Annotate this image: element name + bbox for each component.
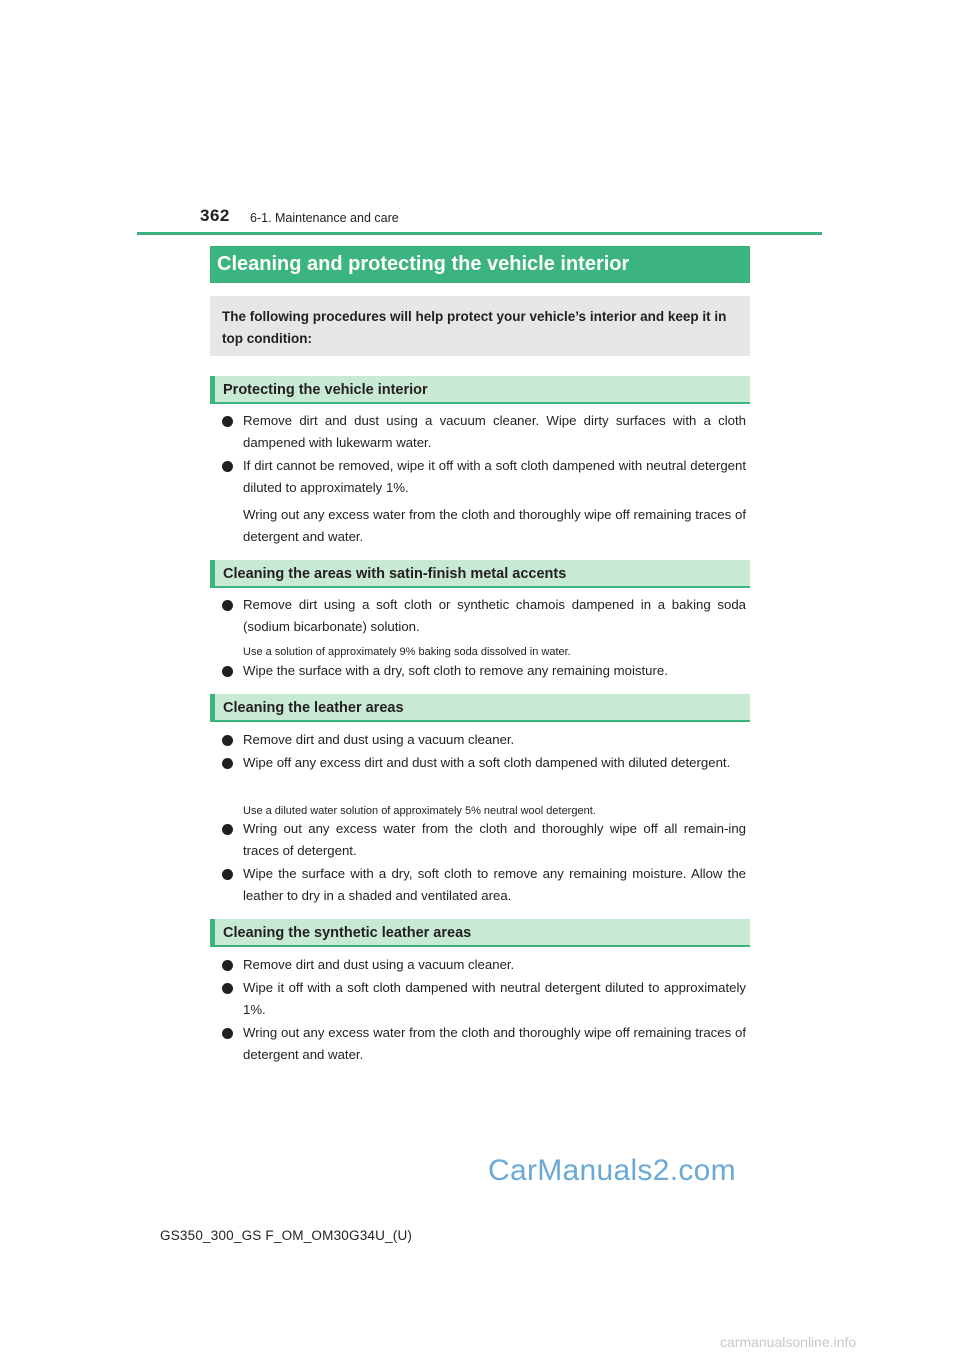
list-item: Wipe the surface with a dry, soft cloth to remove any remaining moisture. Allow the leather to dry in a shaded and ventilated area.: [222, 863, 746, 907]
list-item: Wipe off any excess dirt and dust with a soft cloth dampened with diluted detergent.: [222, 752, 746, 774]
watermark-url: carmanualsonline.info: [720, 1334, 857, 1350]
bullet-icon: [222, 735, 233, 746]
bullet-icon: [222, 1028, 233, 1039]
list-item: Wring out any excess water from the cloth and thoroughly wipe off all remain-ing traces of detergent.: [222, 818, 746, 862]
list-item: Remove dirt using a soft cloth or synthetic chamois dampened in a baking soda (sodium bicarbonate) solution.: [222, 594, 746, 638]
list-item: Remove dirt and dust using a vacuum cleaner. Wipe dirty surfaces with a cloth dampened with lukewarm water.: [222, 410, 746, 454]
heading-synthetic-leather: Cleaning the synthetic leather areas: [210, 919, 750, 947]
bullet-icon: [222, 461, 233, 472]
note-text: Use a diluted water solution of approximately 5% neutral wool detergent.: [243, 805, 596, 817]
note-text: Use a solution of approximately 9% baking soda dissolved in water.: [243, 646, 571, 658]
heading-satin-metal: Cleaning the areas with satin-finish metal accents: [210, 560, 750, 588]
watermark-logo: CarManuals2.com: [488, 1154, 736, 1187]
page-header: [200, 200, 820, 236]
bullet-icon: [222, 600, 233, 611]
list-item: If dirt cannot be removed, wipe it off with a soft cloth dampened with neutral detergent diluted to approximately 1%.: [222, 455, 746, 499]
bullet-icon: [222, 983, 233, 994]
page-title: Cleaning and protecting the vehicle interior: [210, 246, 750, 283]
heading-leather: Cleaning the leather areas: [210, 694, 750, 722]
page-number: 362: [200, 206, 230, 225]
bullet-icon: [222, 824, 233, 835]
list-item: Remove dirt and dust using a vacuum cleaner.: [222, 954, 746, 976]
heading-protecting-interior: Protecting the vehicle interior: [210, 376, 750, 404]
list-item: Remove dirt and dust using a vacuum cleaner.: [222, 729, 746, 751]
document-code: GS350_300_GS F_OM_OM30G34U_(U): [160, 1228, 413, 1243]
header-divider: [137, 232, 822, 235]
paragraph: Wring out any excess water from the cloth and thoroughly wipe off remaining traces of detergent and water.: [243, 507, 746, 544]
bullet-icon: [222, 960, 233, 971]
list-item: Wring out any excess water from the cloth and thoroughly wipe off remaining traces of detergent and water.: [222, 1022, 746, 1066]
list-item: Wipe the surface with a dry, soft cloth to remove any remaining moisture.: [222, 660, 746, 682]
list-item: Wipe it off with a soft cloth dampened with neutral detergent diluted to approximately 1%.: [222, 977, 746, 1021]
bullet-icon: [222, 666, 233, 677]
bullet-icon: [222, 758, 233, 769]
section-label: 6-1. Maintenance and care: [250, 211, 399, 225]
bullet-icon: [222, 416, 233, 427]
intro-text: The following procedures will help protect your vehicle’s interior and keep it in top condition:: [210, 296, 750, 356]
bullet-icon: [222, 869, 233, 880]
